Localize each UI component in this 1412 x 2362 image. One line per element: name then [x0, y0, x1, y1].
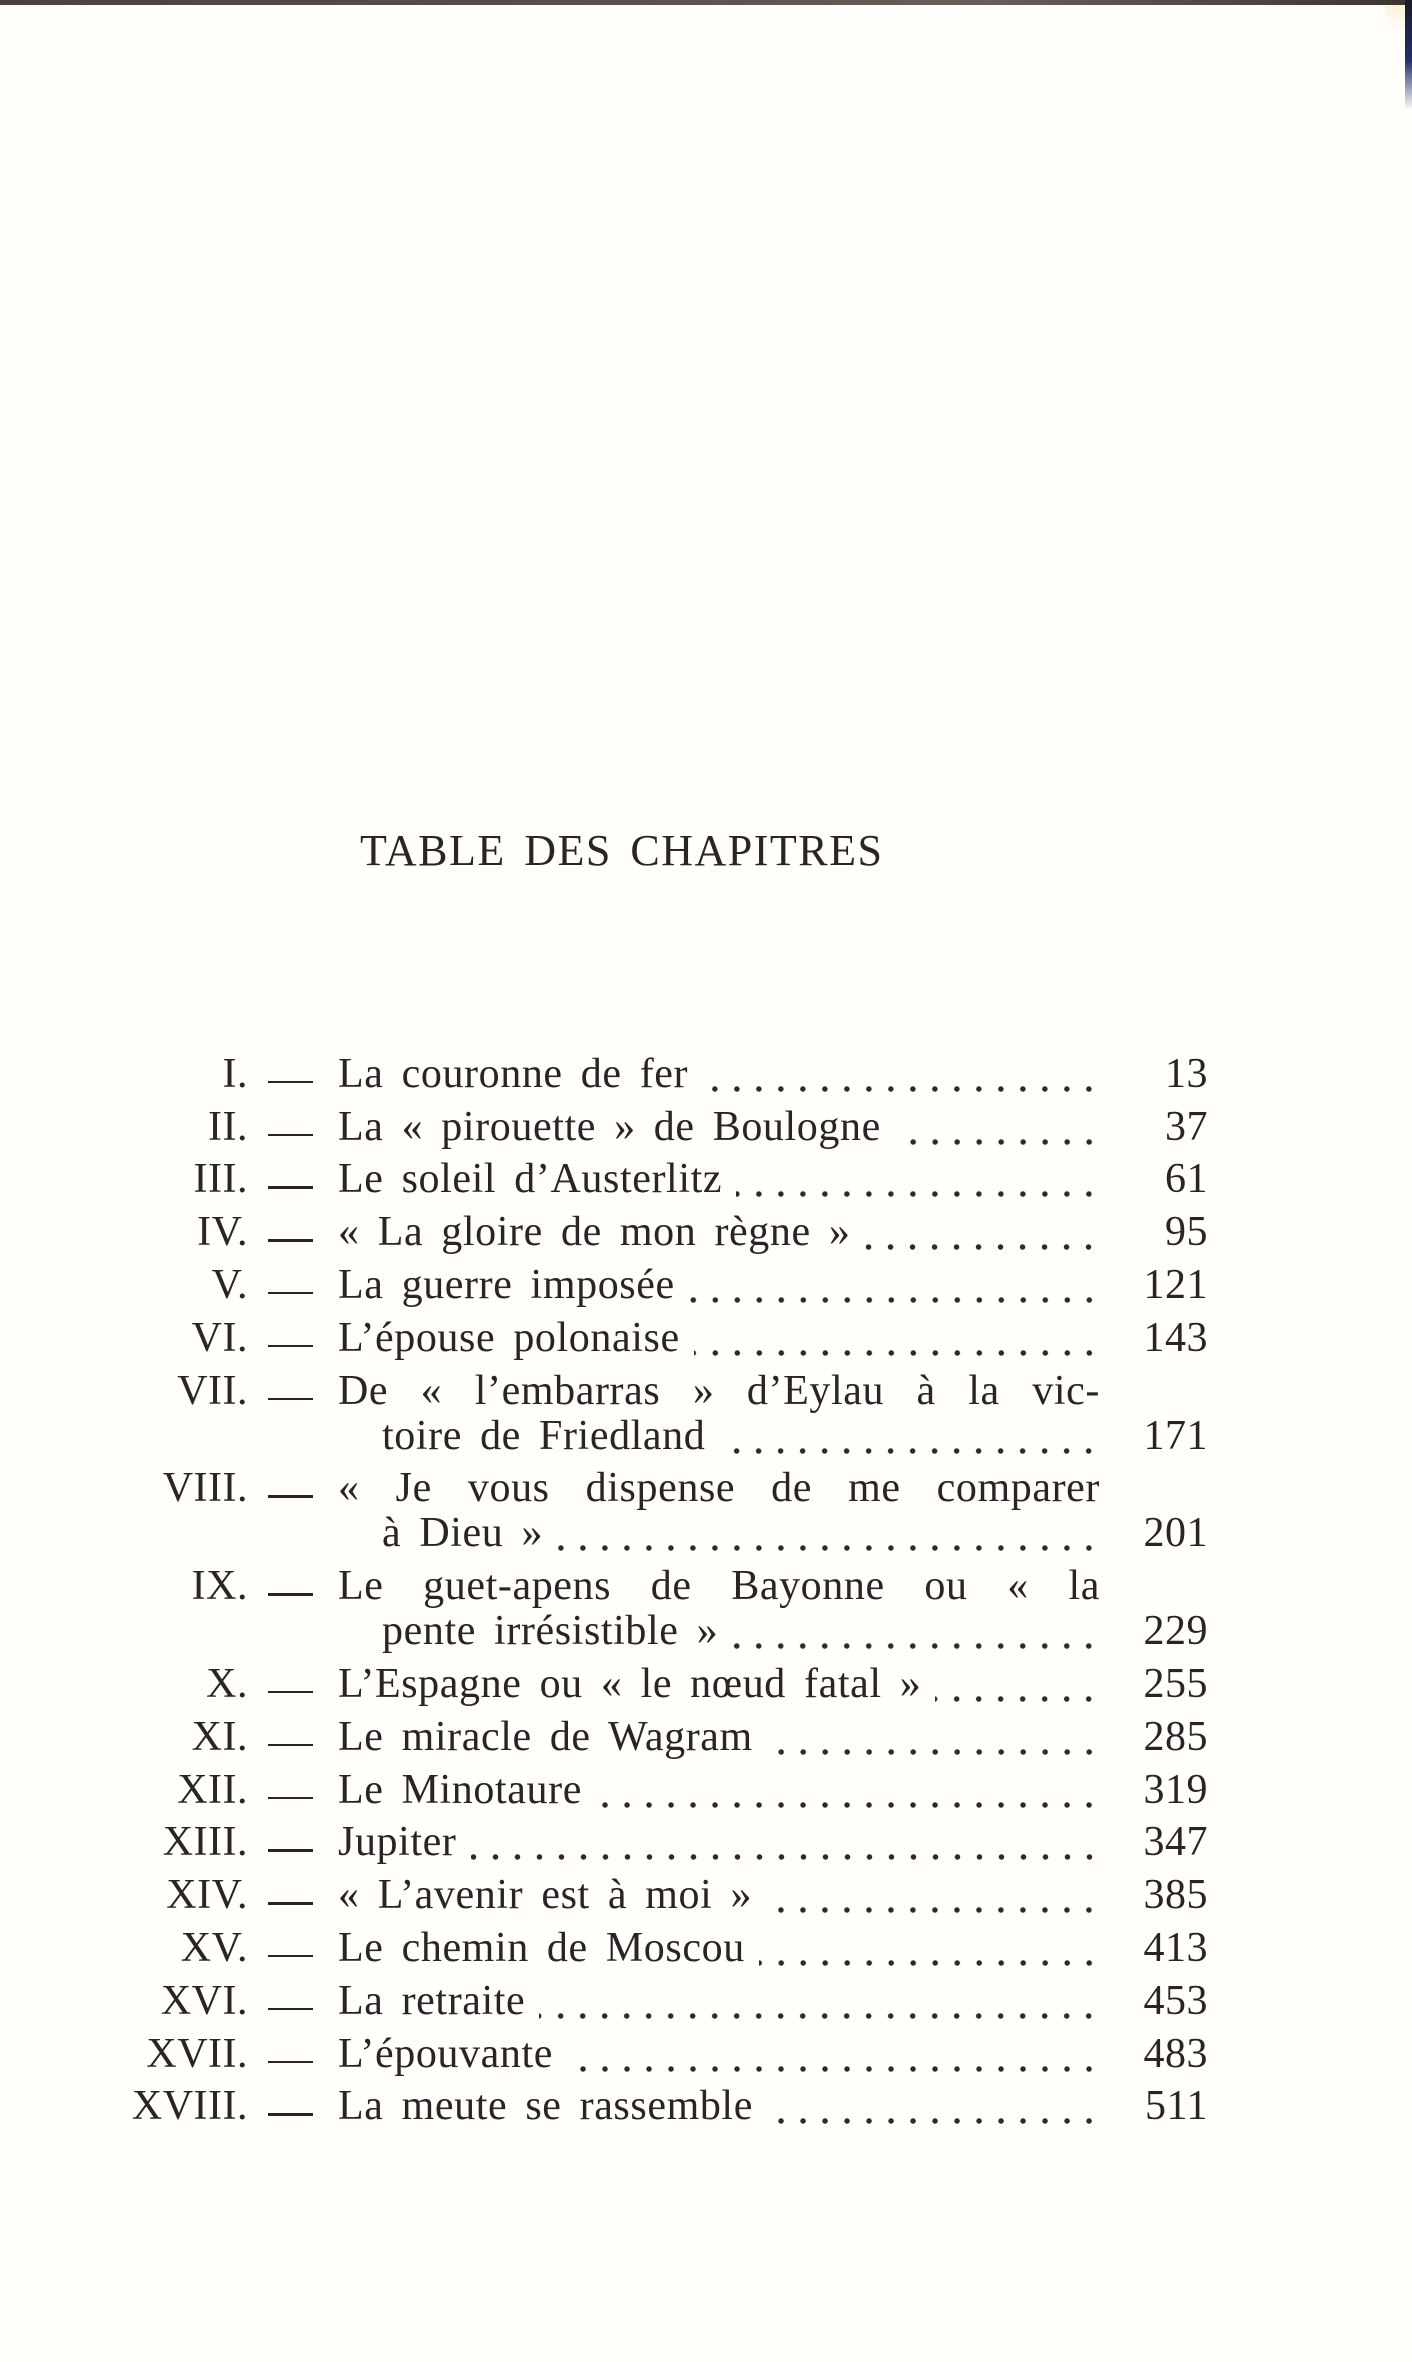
- chapter-title-wrap: [338, 1768, 1100, 1813]
- em-dash-separator: [268, 1210, 313, 1255]
- em-dash-separator: [268, 1466, 313, 1511]
- chapter-numeral: XVII.: [146, 2030, 248, 2077]
- toc-entry-line: [0, 1263, 1412, 1308]
- toc-entry[interactable]: [0, 1556, 1412, 1654]
- toc-entry-line: [0, 1715, 1412, 1760]
- chapter-title-wrap: [338, 1926, 1100, 1971]
- chapter-title[interactable]: L’épouvante: [338, 2030, 553, 2077]
- toc-entry[interactable]: [0, 1097, 1412, 1150]
- em-dash-separator: [268, 1768, 313, 1813]
- em-dash-separator: [268, 1316, 313, 1361]
- chapter-title-wrap: [338, 1662, 1100, 1707]
- toc-entry-line: [0, 1316, 1412, 1361]
- dot-leader: [702, 1052, 1100, 1097]
- dot-leader: [471, 1820, 1100, 1865]
- chapter-title[interactable]: La couronne de fer: [338, 1050, 689, 1097]
- dot-leader: [567, 2032, 1100, 2077]
- chapter-title[interactable]: L’épouse polonaise: [338, 1314, 680, 1361]
- chapter-numeral: VII.: [177, 1367, 248, 1414]
- toc-entry[interactable]: [0, 1918, 1412, 1971]
- dot-leader: [719, 1414, 1100, 1459]
- chapter-title[interactable]: Le guet-apens de Bayonne ou « la: [338, 1563, 1100, 1610]
- toc-entry-line: [0, 1466, 1412, 1511]
- chapter-title[interactable]: toire de Friedland: [382, 1412, 706, 1459]
- table-of-contents: [0, 1044, 1412, 2129]
- page-number[interactable]: 171: [1143, 1412, 1208, 1459]
- em-dash-separator: [268, 1820, 313, 1865]
- toc-entry[interactable]: [0, 1971, 1412, 2024]
- em-dash-separator: [268, 2084, 313, 2129]
- page-number[interactable]: 347: [1143, 1819, 1208, 1866]
- chapter-title[interactable]: « L’avenir est à moi »: [338, 1872, 753, 1919]
- toc-entry-line: [0, 1414, 1412, 1459]
- dot-leader: [864, 1210, 1100, 1255]
- chapter-numeral: VIII.: [162, 1465, 248, 1512]
- dot-leader: [596, 1768, 1100, 1813]
- toc-entry[interactable]: [0, 1813, 1412, 1866]
- page-number[interactable]: 121: [1143, 1261, 1208, 1308]
- page-number[interactable]: 229: [1143, 1608, 1208, 1655]
- dot-leader: [736, 1157, 1100, 1202]
- dot-leader: [732, 1609, 1100, 1654]
- chapter-title-wrap: [338, 1157, 1100, 1202]
- page-number[interactable]: 319: [1143, 1766, 1208, 1813]
- chapter-title[interactable]: « Je vous dispense de me comparer: [338, 1465, 1100, 1512]
- em-dash-separator: [268, 1263, 313, 1308]
- chapter-numeral: XVI.: [160, 1977, 248, 2024]
- chapter-numeral: I.: [222, 1050, 248, 1097]
- chapter-numeral: IV.: [197, 1209, 248, 1256]
- em-dash-separator: [268, 1369, 313, 1414]
- em-dash-separator: [268, 1926, 313, 1971]
- chapter-title[interactable]: « La gloire de mon règne »: [338, 1209, 851, 1256]
- page-number[interactable]: 385: [1143, 1872, 1208, 1919]
- toc-entry-line: [0, 1662, 1412, 1707]
- dot-leader: [935, 1662, 1100, 1707]
- chapter-title-wrap: [338, 2084, 1100, 2129]
- dot-leader: [767, 1715, 1100, 1760]
- chapter-title[interactable]: L’Espagne ou « le nœud fatal »: [338, 1660, 922, 1707]
- toc-entry[interactable]: [0, 1150, 1412, 1203]
- chapter-title-wrap: [382, 1511, 1100, 1556]
- toc-entry-line: [0, 2032, 1412, 2077]
- chapter-title[interactable]: pente irrésistible »: [382, 1608, 719, 1655]
- toc-entry-line: [0, 1768, 1412, 1813]
- chapter-title-wrap: [338, 1052, 1100, 1097]
- page-number[interactable]: 453: [1143, 1977, 1208, 2024]
- em-dash-separator: [268, 1052, 313, 1097]
- toc-entry-line: [0, 1979, 1412, 2024]
- page-title-text: TABLE DES CHAPITRES: [360, 826, 884, 875]
- chapter-title[interactable]: Le chemin de Moscou: [338, 1924, 745, 1971]
- dot-leader: [694, 1316, 1100, 1361]
- toc-entry-line: [0, 1873, 1412, 1918]
- toc-entry-line: [0, 1052, 1412, 1097]
- toc-entry[interactable]: [0, 1202, 1412, 1255]
- toc-entry-line: [0, 1157, 1412, 1202]
- page-number[interactable]: 285: [1143, 1713, 1208, 1760]
- dot-leader: [759, 1926, 1100, 1971]
- chapter-title-wrap: [338, 1564, 1100, 1609]
- toc-entry[interactable]: [0, 1308, 1412, 1361]
- toc-entry-line: [0, 1820, 1412, 1865]
- chapter-title[interactable]: Le miracle de Wagram: [338, 1713, 753, 1760]
- page-corner: [1385, 5, 1405, 35]
- page-top-edge: [0, 0, 1412, 5]
- dot-leader: [689, 1263, 1100, 1308]
- toc-entry[interactable]: [0, 1361, 1412, 1459]
- chapter-title[interactable]: La meute se rassemble: [338, 2083, 753, 2130]
- page-number[interactable]: 483: [1143, 2030, 1208, 2077]
- toc-entry-line: [0, 1210, 1412, 1255]
- dot-leader: [557, 1511, 1100, 1556]
- chapter-numeral: XIII.: [162, 1819, 248, 1866]
- em-dash-separator: [268, 1873, 313, 1918]
- chapter-numeral: XVIII.: [131, 2083, 248, 2130]
- page-number[interactable]: 37: [1165, 1103, 1208, 1150]
- page-number[interactable]: 201: [1143, 1510, 1208, 1557]
- toc-entry[interactable]: [0, 1865, 1412, 1918]
- chapter-title[interactable]: Le soleil d’Austerlitz: [338, 1156, 723, 1203]
- toc-entry[interactable]: [0, 1707, 1412, 1760]
- chapter-numeral: X.: [206, 1660, 248, 1707]
- chapter-title[interactable]: à Dieu »: [382, 1510, 544, 1557]
- toc-entry[interactable]: [0, 1459, 1412, 1557]
- dot-leader: [895, 1105, 1100, 1150]
- chapter-title-wrap: [338, 2032, 1100, 2077]
- chapter-title-wrap: [338, 1263, 1100, 1308]
- dot-leader: [767, 2084, 1100, 2129]
- toc-entry[interactable]: [0, 1654, 1412, 1707]
- page-number[interactable]: 13: [1165, 1050, 1208, 1097]
- dot-leader: [766, 1873, 1100, 1918]
- page-right-edge: [1405, 0, 1412, 110]
- chapter-numeral: II.: [208, 1103, 248, 1150]
- chapter-title[interactable]: La retraite: [338, 1977, 526, 2024]
- chapter-title-wrap: [338, 1316, 1100, 1361]
- toc-entry-line: [0, 1105, 1412, 1150]
- toc-entry[interactable]: [0, 1255, 1412, 1308]
- toc-entry[interactable]: [0, 1760, 1412, 1813]
- page-number[interactable]: 511: [1145, 2083, 1208, 2130]
- em-dash-separator: [268, 2032, 313, 2077]
- page-number[interactable]: 255: [1143, 1660, 1208, 1707]
- chapter-title-wrap: [338, 1210, 1100, 1255]
- em-dash-separator: [268, 1662, 313, 1707]
- toc-entry[interactable]: [0, 2024, 1412, 2077]
- dot-leader: [539, 1979, 1100, 2024]
- page-number[interactable]: 143: [1143, 1314, 1208, 1361]
- chapter-title-wrap: [382, 1609, 1100, 1654]
- page-number[interactable]: 95: [1165, 1209, 1208, 1256]
- chapter-numeral: VI.: [191, 1314, 248, 1361]
- em-dash-separator: [268, 1715, 313, 1760]
- chapter-numeral: XV.: [180, 1924, 248, 1971]
- em-dash-separator: [268, 1157, 313, 1202]
- chapter-title-wrap: [338, 1873, 1100, 1918]
- toc-entry-line: [0, 2084, 1412, 2129]
- chapter-numeral: XI.: [191, 1713, 248, 1760]
- chapter-numeral: XII.: [177, 1766, 248, 1813]
- page-number[interactable]: 61: [1165, 1156, 1208, 1203]
- chapter-title[interactable]: La guerre imposée: [338, 1261, 675, 1308]
- chapter-title[interactable]: Jupiter: [338, 1819, 457, 1866]
- em-dash-separator: [268, 1105, 313, 1150]
- chapter-title-wrap: [338, 1715, 1100, 1760]
- chapter-title[interactable]: La « pirouette » de Boulogne: [338, 1103, 881, 1150]
- chapter-title-wrap: [338, 1979, 1100, 2024]
- chapter-title[interactable]: De « l’embarras » d’Eylau à la vic-: [338, 1367, 1100, 1414]
- toc-entry-line: [0, 1564, 1412, 1609]
- chapter-title-wrap: [382, 1414, 1100, 1459]
- chapter-title-wrap: [338, 1105, 1100, 1150]
- toc-entry[interactable]: [0, 1044, 1412, 1097]
- toc-entry-line: [0, 1926, 1412, 1971]
- page-number[interactable]: 413: [1143, 1924, 1208, 1971]
- em-dash-separator: [268, 1564, 313, 1609]
- chapter-title[interactable]: Le Minotaure: [338, 1766, 582, 1813]
- toc-entry[interactable]: [0, 2077, 1412, 2130]
- chapter-numeral: IX.: [191, 1563, 248, 1610]
- toc-entry-line: [0, 1511, 1412, 1556]
- em-dash-separator: [268, 1979, 313, 2024]
- chapter-title-wrap: [338, 1820, 1100, 1865]
- chapter-numeral: V.: [211, 1261, 248, 1308]
- chapter-numeral: XIV.: [166, 1872, 248, 1919]
- toc-entry-line: [0, 1369, 1412, 1414]
- chapter-numeral: III.: [193, 1156, 248, 1203]
- chapter-title-wrap: [338, 1369, 1100, 1414]
- toc-entry-line: [0, 1609, 1412, 1654]
- chapter-title-wrap: [338, 1466, 1100, 1511]
